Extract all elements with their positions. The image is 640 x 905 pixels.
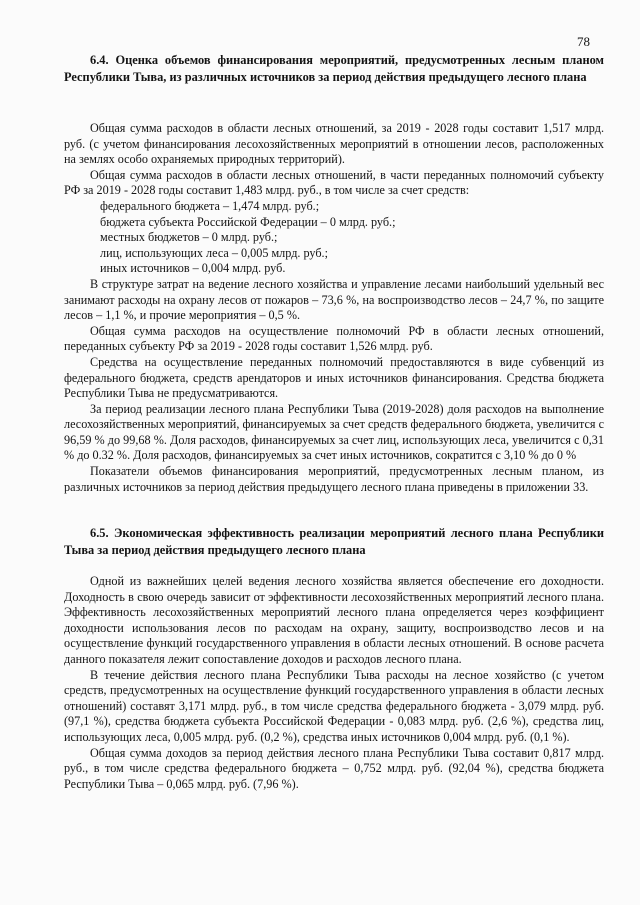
funding-source-item: лиц, использующих леса – 0,005 млрд. руб.; (100, 245, 328, 260)
funding-source-item: федерального бюджета – 1,474 млрд. руб.; (100, 198, 320, 213)
paragraph: Одной из важнейших целей ведения лесного хозяйства является обеспечение его доходности. Доходность в свою очередь зависит от эффективности лесохозяйственных мероприятий лесного плана. Эффективность лесохозяйственных мероприятий лесного плана определяется через коэффициент доходности использования лесов по расходам на охрану, защиту, воспроизводство лесов и на осуществление функций государственного управления в области лесных отношений. В основе расчета данного показателя лежит сопоставление доходов и расходов лесного плана. (64, 574, 604, 666)
paragraph: Общая сумма расходов на осуществление полномочий РФ в области лесных отношений, переданных субъекту РФ за 2019 - 2028 годы составит 1,526 млрд. руб. (64, 323, 604, 354)
funding-source-item: иных источников – 0,004 млрд. руб. (100, 261, 286, 276)
paragraph: Средства на осуществление переданных полномочий предоставляются в виде субвенций из федерального бюджета, средств арендаторов и иных источников финансирования. Средства бюджета Республики Тыва не предусматриваются. (64, 354, 604, 401)
section-6-5 (64, 525, 604, 558)
paragraph: За период реализации лесного плана Республики Тыва (2019-2028) доля расходов на выполнение лесохозяйственных мероприятий, финансируемых за счет средств федерального бюджета, увеличится с 96,59 % до 99,68 %. Доля расходов, финансируемых за счет лиц, использующих леса, увеличится с 0,31 % до 0.32 %. Доля расходов, финансируемых за счет иных источников, сократится с 3,10 % до 0 % (64, 401, 604, 463)
paragraph: Общая сумма расходов в области лесных отношений, в части переданных полномочий субъекту РФ за 2019 - 2028 годы составит 1,483 млрд. руб., в том числе за счет средств: (64, 167, 604, 198)
paragraph: Показатели объемов финансирования мероприятий, предусмотренных лесным планом, из различных источников за период действия предыдущего лесного плана приведены в приложении 33. (64, 464, 604, 494)
paragraph: В течение действия лесного плана Республики Тыва расходы на лесное хозяйство (с учетом средств, предусмотренных на осуществление функций государственного управления в области лесных отношений) составят 3,171 млрд. руб., в том числе средства федерального бюджета - 3,079 млрд. руб. (97,1 %), средства бюджета субъекта Российской Федерации - 0,083 млрд. руб. (2,6 %), средства лиц, использующих леса, 0,005 млрд. руб. (0,2 %), средства иных источников 0,004 млрд. руб. (0,1 %). (64, 667, 604, 744)
section-6-4 (64, 52, 604, 85)
funding-source-item: местных бюджетов – 0 млрд. руб.; (100, 230, 278, 245)
page-number: 78 (577, 34, 590, 49)
section-6-4-body (64, 121, 604, 495)
section-6-5-body (64, 574, 604, 792)
paragraph: Общая сумма доходов за период действия лесного плана Республики Тыва составит 0,817 млрд. руб., в том числе средства федерального бюджета – 0,752 млрд. руб. (92,04 %), средства бюджета Республики Тыва – 0,065 млрд. руб. (7,96 %). (64, 745, 604, 791)
paragraph: В структуре затрат на ведение лесного хозяйства и управление лесами наибольший удельный вес занимают расходы на охрану лесов от пожаров – 73,6 %, на воспроизводство лесов – 24,7 %, по защите лесов – 1,1 %, и прочие мероприятия – 0,5 %. (64, 276, 604, 323)
section-6-4-heading: 6.4. Оценка объемов финансирования мероприятий, предусмотренных лесным планом Республики Тыва, из различных источников за период действия предыдущего лесного плана (64, 53, 604, 84)
paragraph: Общая сумма расходов в области лесных отношений, за 2019 - 2028 годы составит 1,517 млрд. руб. (с учетом финансирования лесохозяйственных мероприятий в отношении лесов, расположенных на землях особо охраняемых природных территорий). (64, 121, 604, 167)
section-6-5-heading: 6.5. Экономическая эффективность реализации мероприятий лесного плана Республики Тыва за период действия предыдущего лесного плана (64, 526, 604, 557)
funding-source-item: бюджета субъекта Российской Федерации – 0 млрд. руб.; (100, 214, 396, 229)
